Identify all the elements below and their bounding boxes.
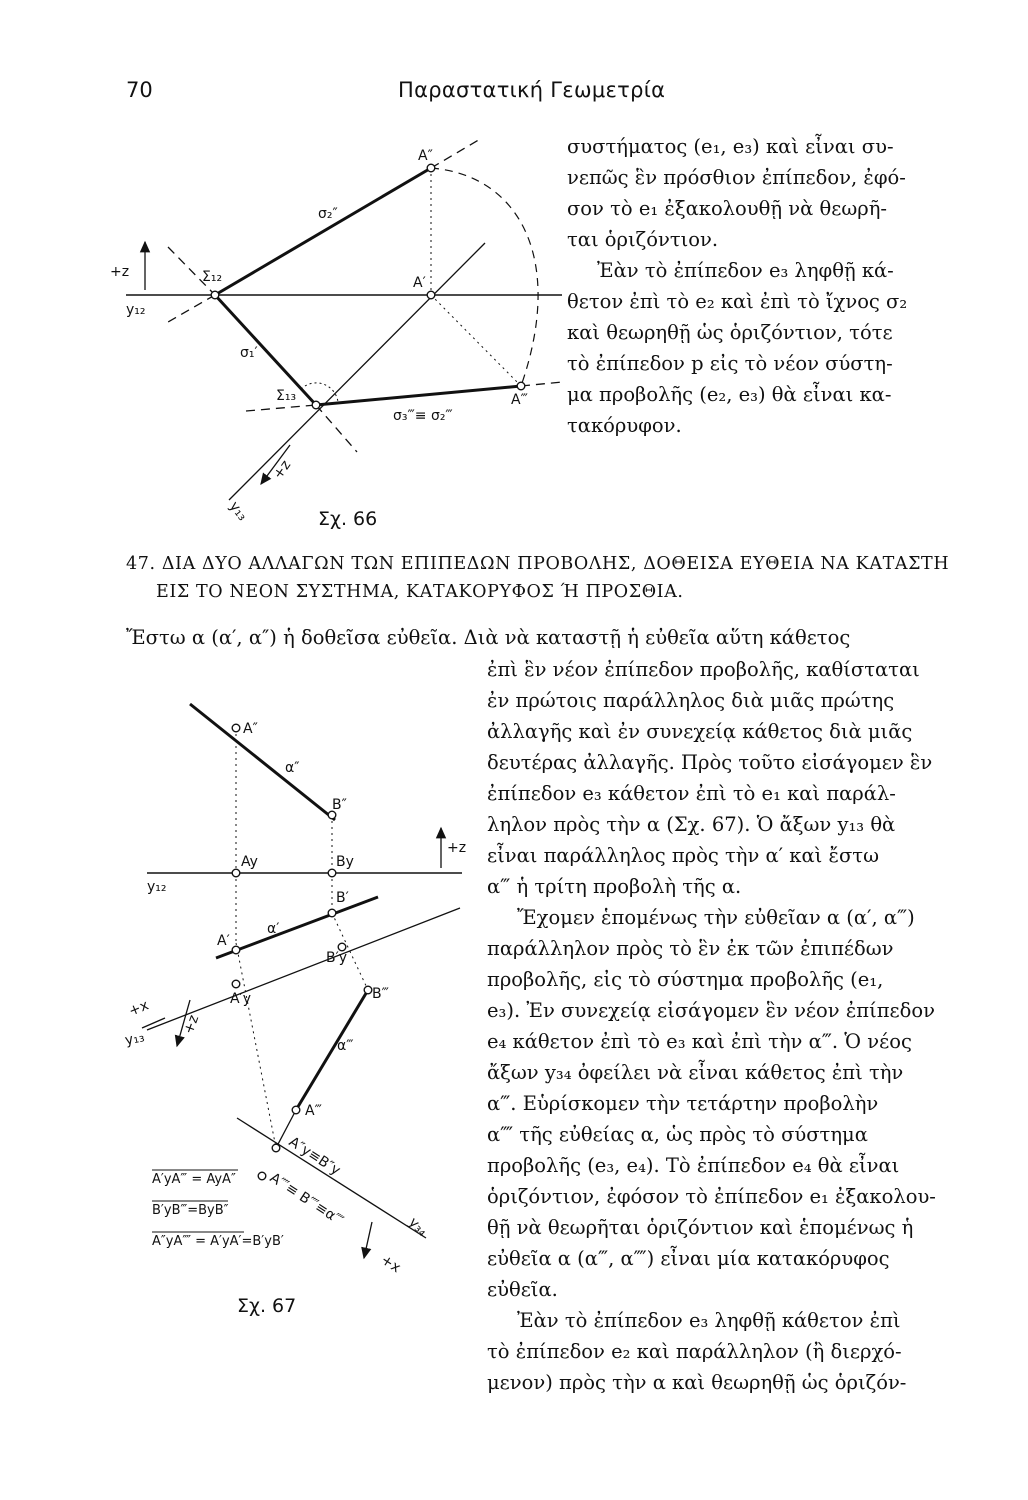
label-y13: y₁₃	[225, 498, 251, 524]
label-y12: y₁₂	[147, 879, 167, 895]
text-line: παράλληλον πρὸς τὸ ἓν ἐκ τῶν ἐπιπέδων	[487, 937, 894, 960]
point-A1	[232, 946, 240, 954]
point-By	[328, 869, 336, 877]
text-line: e₄ κάθετον ἐπὶ τὸ e₃ καὶ ἐπὶ τὴν α‴. Ὁ νέος	[487, 1030, 912, 1053]
trace-sigma3	[316, 386, 521, 405]
projection-A3	[431, 295, 521, 386]
equation-2: B′yB‴=ByB″	[152, 1203, 229, 1218]
text-line: α‴. Εὑρίσκομεν τὴν τετάρτην προβολὴν	[487, 1092, 879, 1115]
label-a2: α″	[285, 760, 300, 776]
arrow-plus-x-2	[364, 1222, 372, 1258]
equation-3: A″yA⁗ = A′yA′=B′yB′	[152, 1234, 284, 1249]
text-line: προβολῆς (e₃, e₄). Τὸ ἐπίπεδον e₄ θὰ εἶναι	[487, 1154, 900, 1177]
label-A4: A⁗≡ B⁗≡α⁗	[266, 1169, 347, 1230]
line-a2	[190, 704, 335, 820]
section-number: 47.	[126, 554, 156, 574]
caption-figure-67: Σχ. 67	[237, 1295, 297, 1317]
label-a3: α‴	[337, 1038, 354, 1054]
label-B3: B‴	[372, 986, 389, 1002]
point-A3	[292, 1106, 300, 1114]
text-line: μενον) πρὸς τὴν α καὶ θεωρηθῇ ὡς ὁριζόν-	[487, 1371, 907, 1394]
label-A3: A‴	[305, 1103, 322, 1119]
trace-sigma1-ext	[316, 405, 357, 452]
text-line: συστήματος (e₁, e₃) καὶ εἶναι συ-	[567, 135, 894, 158]
label-sigma2: σ₂″	[318, 206, 338, 222]
text-line: Ἐὰν τὸ ἐπίπεδον e₃ ληφθῇ κά-	[597, 259, 894, 282]
label-a1: α′	[267, 921, 280, 937]
point-B3	[364, 986, 372, 994]
label-y13: y₁₃	[123, 1029, 146, 1049]
label-Ay: Ay	[241, 854, 258, 870]
text-line: τὸ ἐπίπεδον e₂ καὶ παράλληλον (ἢ διερχό-	[487, 1340, 902, 1363]
caption-figure-66: Σχ. 66	[318, 508, 378, 530]
point-sigma12	[211, 291, 219, 299]
label-A2: A″	[243, 721, 258, 737]
point-Ay2	[272, 1144, 280, 1152]
label-sigma1: σ₁′	[240, 345, 258, 361]
point-sigma13	[312, 401, 320, 409]
text-line: Ἔστω α (α′, α″) ἡ δοθεῖσα εὐθεῖα. Διὰ νὰ καταστῇ ἡ εὐθεῖα αὕτη κάθετος	[126, 626, 851, 649]
point-A3	[517, 382, 525, 390]
text-line: Ἐὰν τὸ ἐπίπεδον e₃ ληφθῇ κάθετον ἐπὶ	[517, 1309, 901, 1332]
label-plus-z-2: +z	[270, 457, 295, 483]
trace-sigma2-ext	[431, 138, 482, 168]
text-line: ἄξων y₃₄ ὀφείλει νὰ εἶναι κάθετος ἐπὶ τὴν	[487, 1061, 904, 1084]
trace-sigma2	[215, 168, 431, 295]
running-title: Παραστατική Γεωμετρία	[398, 78, 666, 102]
point-B1	[328, 909, 336, 917]
label-B2: B″	[332, 797, 347, 813]
label-A3: A‴	[511, 392, 528, 408]
text-line: καὶ θεωρηθῇ ὡς ὁριζόντιον, τότε	[567, 321, 893, 344]
trace-sigma3-ext	[521, 382, 562, 386]
text-line: μα προβολῆς (e₂, e₃) θὰ εἶναι κα-	[567, 383, 892, 406]
trace-sigma3-ext-left	[246, 405, 316, 411]
figure-66	[126, 138, 562, 500]
rotation-arc	[431, 168, 538, 386]
text-line: α⁗ τῆς εὐθείας α, ὡς πρὸς τὸ σύστημα	[487, 1123, 868, 1146]
text-line: ται ὁριζόντιον.	[567, 228, 719, 251]
text-line: α‴ ἡ τρίτη προβολὴ τῆς α.	[487, 875, 742, 898]
figure-66-labels	[110, 148, 528, 530]
point-Ay	[232, 869, 240, 877]
line-a3	[296, 990, 368, 1110]
label-plus-z: +z	[110, 264, 130, 280]
text-line: ἐπὶ ἓν νέον ἐπίπεδον προβολῆς, καθίσταται	[487, 658, 920, 681]
label-sigma3-2: σ₃‴≡ σ₂‴	[393, 408, 453, 424]
label-y34: y₃₄	[405, 1214, 431, 1240]
trace-ext-left	[168, 295, 215, 322]
text-line: νεπῶς ἓν πρόσθιον ἐπίπεδον, ἐφό-	[567, 166, 906, 189]
text-line: τακόρυφον.	[567, 414, 682, 437]
point-Ay1	[232, 980, 240, 988]
label-A1: A′	[413, 275, 426, 291]
label-S13: Σ₁₃	[276, 388, 297, 404]
text-line: ἐπίπεδον e₃ κάθετον ἐπὶ τὸ e₁ καὶ παράλ-	[487, 782, 896, 805]
projection-A-perp	[236, 943, 276, 1148]
label-A1: A′	[217, 933, 230, 949]
text-line: e₃). Ἐν συνεχείᾳ εἰσάγομεν ἓν νέον ἐπίπεδον	[487, 999, 935, 1022]
text-line: εὐθεῖα α (α‴, α⁗) εἶναι μία κατακόρυφος	[487, 1247, 890, 1270]
label-B1: B′	[336, 890, 349, 906]
heading-line-2: ΕΙΣ ΤΟ ΝΕΟΝ ΣΥΣΤΗΜΑ, ΚΑΤΑΚΟΡΥΦΟΣ Ή ΠΡΟΣΘΙΑ.	[156, 582, 684, 602]
label-plus-x-2: +x	[377, 1251, 404, 1277]
text-line: προβολῆς, εἰς τὸ σύστημα προβολῆς (e₁,	[487, 968, 884, 991]
label-plus-z: +z	[447, 840, 467, 856]
label-y12: y₁₂	[126, 302, 146, 318]
label-Ay1: A′y	[230, 991, 252, 1007]
label-S12: Σ₁₂	[202, 269, 223, 285]
text-line: ἀλλαγῆς καὶ ἐν συνεχείᾳ κάθετος διὰ μιᾶς	[487, 720, 913, 743]
text-line: θετον ἐπὶ τὸ e₂ καὶ ἐπὶ τὸ ἴχνος σ₂	[567, 290, 908, 313]
text-line: ἐν πρώτοις παράλληλος διὰ μιᾶς πρώτης	[487, 689, 895, 712]
text-line: ληλον πρὸς τὴν α (Σχ. 67). Ὁ ἄξων y₁₃ θὰ	[487, 813, 896, 836]
text-line: δευτέρας ἀλλαγῆς. Πρὸς τοῦτο εἰσάγομεν ἓν	[487, 751, 933, 774]
label-plus-z-2: +z	[180, 1012, 203, 1037]
point-A1	[427, 291, 435, 299]
angle-mark	[301, 383, 338, 402]
label-A2: A″	[418, 148, 433, 164]
label-By1: B′y	[326, 950, 348, 966]
label-plus-x: +x	[126, 997, 152, 1020]
text-line: εὐθεῖα.	[487, 1278, 558, 1301]
text-line: Ἔχομεν ἑπομένως τὴν εὐθεῖαν α (α′, α‴)	[517, 906, 915, 929]
point-A2	[427, 164, 435, 172]
text-line: θῇ νὰ θεωρῆται ὁριζόντιον καὶ ἑπομένως ἡ	[487, 1216, 914, 1239]
axis-y13	[229, 243, 485, 500]
text-line: σον τὸ e₁ ἐξακολουθῇ νὰ θεωρῆ-	[567, 197, 887, 220]
label-ABy: A″y≡B″y	[285, 1133, 344, 1179]
heading-line-1: ΔΙΑ ΔΥΟ ΑΛΛΑΓΩΝ ΤΩΝ ΕΠΙΠΕΔΩΝ ΠΡΟΒΟΛΗΣ, ΔΟΘΕΙΣΑ ΕΥΘΕΙΑ ΝΑ ΚΑΤΑΣΤΗ	[161, 554, 950, 574]
label-By: By	[336, 854, 354, 870]
arrow-plus-x-tail	[142, 1018, 165, 1028]
text-line: εἶναι παράλληλος πρὸς τὴν α′ καὶ ἔστω	[487, 844, 879, 867]
page-number: 70	[126, 78, 153, 102]
text-line: ὁριζόντιον, ἐφόσον τὸ ἐπίπεδον e₁ ἐξακολου-	[487, 1185, 936, 1208]
point-A4	[258, 1172, 266, 1180]
equation-1: A′yA‴ = AyA″	[152, 1172, 236, 1187]
text-line: τὸ ἐπίπεδον p εἰς τὸ νέον σύστη-	[567, 352, 893, 375]
point-A2	[232, 724, 240, 732]
